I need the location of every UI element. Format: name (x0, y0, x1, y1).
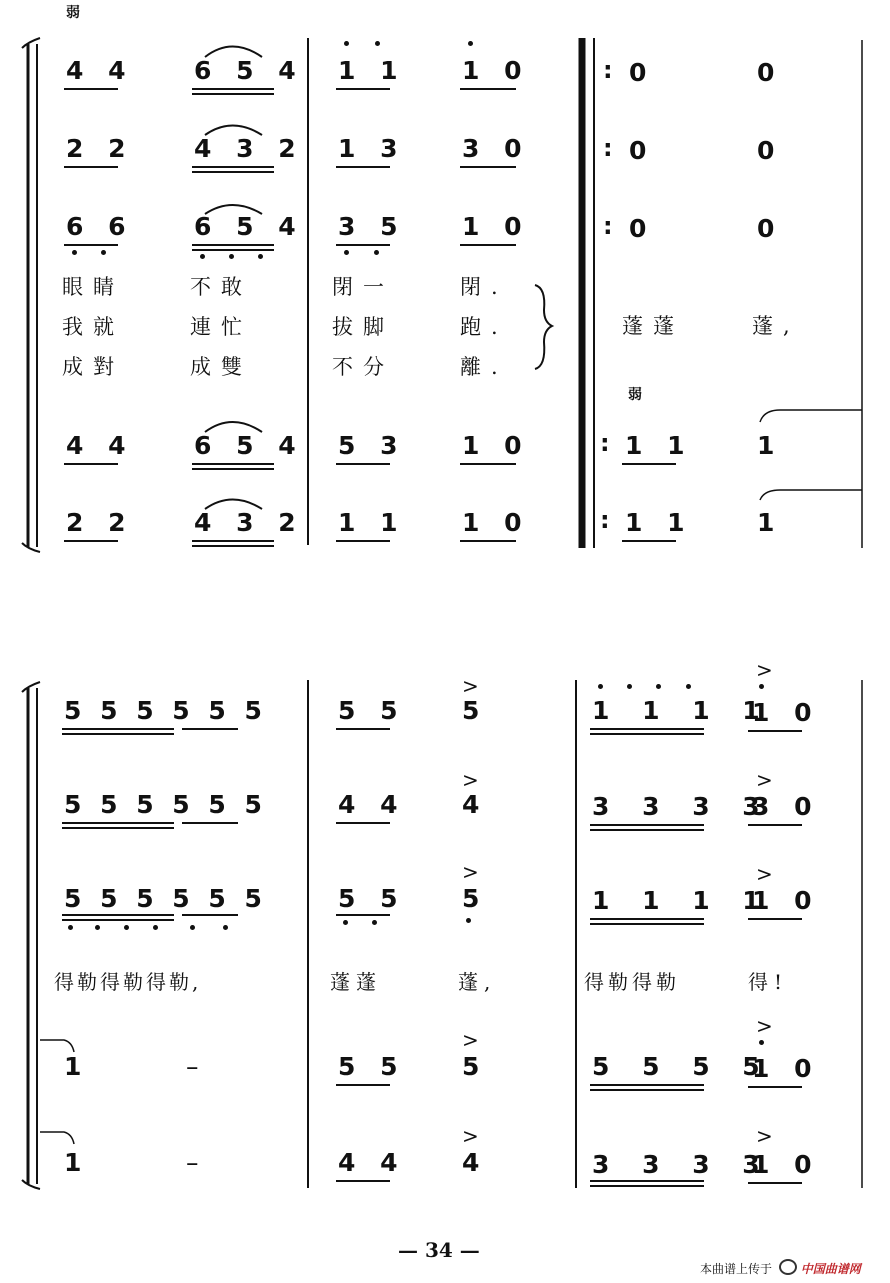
s1-r3-m3a: 0 (629, 214, 655, 243)
dot (68, 925, 73, 930)
underline (182, 728, 238, 730)
s2-r3-m3b: 1 0 (752, 886, 820, 915)
s1-r4-m2b: 1 0 (462, 431, 530, 460)
s1-r2-m1b: 4 3 2 (194, 134, 304, 163)
s1-lyric-3c: 不分 (332, 355, 394, 379)
s2-lyric-4: 得勒得勒 (584, 970, 680, 994)
s2-r2-m3a: 3 3 3 3 (592, 792, 772, 821)
s2-r5-m3a: 3 3 3 3 (592, 1150, 772, 1179)
underline (62, 728, 174, 730)
s1-r3-m2b: 1 0 (462, 212, 530, 241)
dot (343, 920, 348, 925)
s1-lyric-1d: 閉. (460, 275, 508, 299)
s1-r2-m2b: 3 0 (462, 134, 530, 163)
underline (590, 923, 704, 925)
s2-r4-m3a: 5 5 5 5 (592, 1052, 772, 1081)
underline (62, 733, 174, 735)
accent-mark: > (756, 862, 773, 886)
accent-mark: > (756, 1014, 773, 1038)
s2-r4-m2b: 5 (462, 1052, 488, 1081)
underline (748, 730, 802, 732)
underline (590, 918, 704, 920)
s1-r2-m1a: 2 2 (66, 134, 134, 163)
underline (748, 918, 802, 920)
s2-r1-m3b: 1 0 (752, 698, 820, 727)
s1-r4-m3a: 1 1 (625, 431, 693, 460)
repeat-colon: : (600, 429, 610, 457)
accent-mark: > (756, 768, 773, 792)
underline (590, 1089, 704, 1091)
underline (748, 1086, 802, 1088)
s1-r4-m3b: 1 (757, 431, 783, 460)
s1-r5-m3a: 1 1 (625, 508, 693, 537)
underline (590, 728, 704, 730)
s2-r1-m3a: 1 1 1 1 (592, 696, 772, 725)
s1-lyric-2d: 跑. (460, 315, 508, 339)
s2-r2-m2b: 4 (462, 790, 488, 819)
s1-r5-m2a: 1 1 (338, 508, 406, 537)
s1-r3-m3b: 0 (757, 214, 783, 243)
s2-r3-m1: 5 5 5 5 5 5 (64, 884, 267, 913)
s1-r4-m1b: 6 5 4 (194, 431, 304, 460)
dot (598, 684, 603, 689)
dot (190, 925, 195, 930)
s1-lyric-1a: 眼睛 (62, 275, 124, 299)
s1-lyric-right-b: 蓬, (752, 314, 800, 338)
s1-r1-m1b: 6 5 4 (194, 56, 304, 85)
dynamic-mark-ruo: 弱 (66, 5, 80, 21)
s1-r3-m1a: 6 6 (66, 212, 134, 241)
underline (590, 829, 704, 831)
s1-lyric-3a: 成對 (62, 355, 124, 379)
s2-r4-m1b: – (186, 1052, 207, 1081)
s1-r3-m2a: 3 5 (338, 212, 406, 241)
s2-r5-m1b: – (186, 1148, 207, 1177)
accent-mark: > (756, 1124, 773, 1148)
s1-r1-m1a: 4 4 (66, 56, 134, 85)
underline (336, 914, 390, 916)
s1-r1-m2a: 1 1 (338, 56, 406, 85)
dot (656, 684, 661, 689)
s1-r2-m3b: 0 (757, 136, 783, 165)
underline (62, 827, 174, 829)
repeat-colon: : (600, 506, 610, 534)
s2-r1-m2b: 5 (462, 696, 488, 725)
dot (686, 684, 691, 689)
dot (223, 925, 228, 930)
site-logo-icon (779, 1259, 797, 1275)
s1-lyric-3b: 成雙 (190, 355, 252, 379)
dot (759, 684, 764, 689)
page-number: — 34 — (398, 1238, 480, 1262)
footer-text: 本曲谱上传于 (700, 1262, 773, 1276)
dot (759, 1040, 764, 1045)
accent-mark: > (756, 658, 773, 682)
s2-r4-m3b: 1 0 (752, 1054, 820, 1083)
s1-r4-m1a: 4 4 (66, 431, 134, 460)
s1-lyric-1b: 不敢 (190, 275, 252, 299)
s2-r1-m1: 5 5 5 5 5 5 (64, 696, 267, 725)
underline (182, 914, 238, 916)
s2-r3-m3a: 1 1 1 1 (592, 886, 772, 915)
s2-r4-m2a: 5 5 (338, 1052, 406, 1081)
s2-r2-m3b: 3 0 (752, 792, 820, 821)
accent-mark: > (462, 860, 479, 884)
s1-r2-m2a: 1 3 (338, 134, 406, 163)
footer-logo-text[interactable]: 中国曲谱网 (800, 1262, 861, 1276)
s1-lyric-1c: 閉一 (332, 275, 394, 299)
s2-r5-m1a: 1 (64, 1148, 90, 1177)
s1-r2-m3a: 0 (629, 136, 655, 165)
dynamic-mark-ruo: 弱 (628, 387, 642, 403)
dot (153, 925, 158, 930)
accent-mark: > (462, 1124, 479, 1148)
s2-r3-m2b: 5 (462, 884, 488, 913)
s2-r1-m2a: 5 5 (338, 696, 406, 725)
repeat-colon: : (603, 134, 613, 162)
repeat-colon: : (603, 56, 613, 84)
s1-lyric-2a: 我就 (62, 315, 124, 339)
underline (62, 822, 174, 824)
s1-r5-m2b: 1 0 (462, 508, 530, 537)
repeat-colon: : (603, 212, 613, 240)
footer (700, 1259, 861, 1277)
underline (336, 1180, 390, 1182)
underline (336, 1084, 390, 1086)
s2-lyric-5: 得! (748, 970, 789, 994)
underline (590, 1180, 704, 1182)
s1-r1-m3a: 0 (629, 58, 655, 87)
underline (336, 822, 390, 824)
underline (62, 919, 174, 921)
s1-r5-m1b: 4 3 2 (194, 508, 304, 537)
accent-mark: > (462, 674, 479, 698)
s2-r5-m2b: 4 (462, 1148, 488, 1177)
s1-lyric-2b: 連忙 (190, 315, 252, 339)
s1-r4-m2a: 5 3 (338, 431, 406, 460)
s1-r3-m1b: 6 5 4 (194, 212, 304, 241)
underline (590, 1084, 704, 1086)
underline (590, 824, 704, 826)
underline (590, 1185, 704, 1187)
underline (748, 824, 802, 826)
s1-r5-m1a: 2 2 (66, 508, 134, 537)
accent-mark: > (462, 768, 479, 792)
dot (466, 918, 471, 923)
accent-mark: > (462, 1028, 479, 1052)
s2-r4-m1a: 1 (64, 1052, 90, 1081)
s2-lyric-1: 得勒得勒得勒, (54, 970, 202, 994)
underline (62, 914, 174, 916)
s1-r5-m3b: 1 (757, 508, 783, 537)
underline (748, 1182, 802, 1184)
s1-lyric-3d: 離. (460, 355, 508, 379)
underline (590, 733, 704, 735)
s1-lyric-right-a: 蓬蓬 (622, 314, 684, 338)
s2-lyric-3: 蓬, (458, 970, 497, 994)
s1-r1-m3b: 0 (757, 58, 783, 87)
dot (372, 920, 377, 925)
dot (124, 925, 129, 930)
s2-lyric-2: 蓬蓬 (330, 970, 382, 994)
s2-r2-m1: 5 5 5 5 5 5 (64, 790, 267, 819)
s2-r5-m3b: 1 0 (752, 1150, 820, 1179)
s2-r3-m2a: 5 5 (338, 884, 406, 913)
dot (95, 925, 100, 930)
s2-r5-m2a: 4 4 (338, 1148, 406, 1177)
dot (627, 684, 632, 689)
s2-r2-m2a: 4 4 (338, 790, 406, 819)
underline (182, 822, 238, 824)
s1-lyric-2c: 拔脚 (332, 315, 394, 339)
s1-r1-m2b: 1 0 (462, 56, 530, 85)
underline (336, 728, 390, 730)
